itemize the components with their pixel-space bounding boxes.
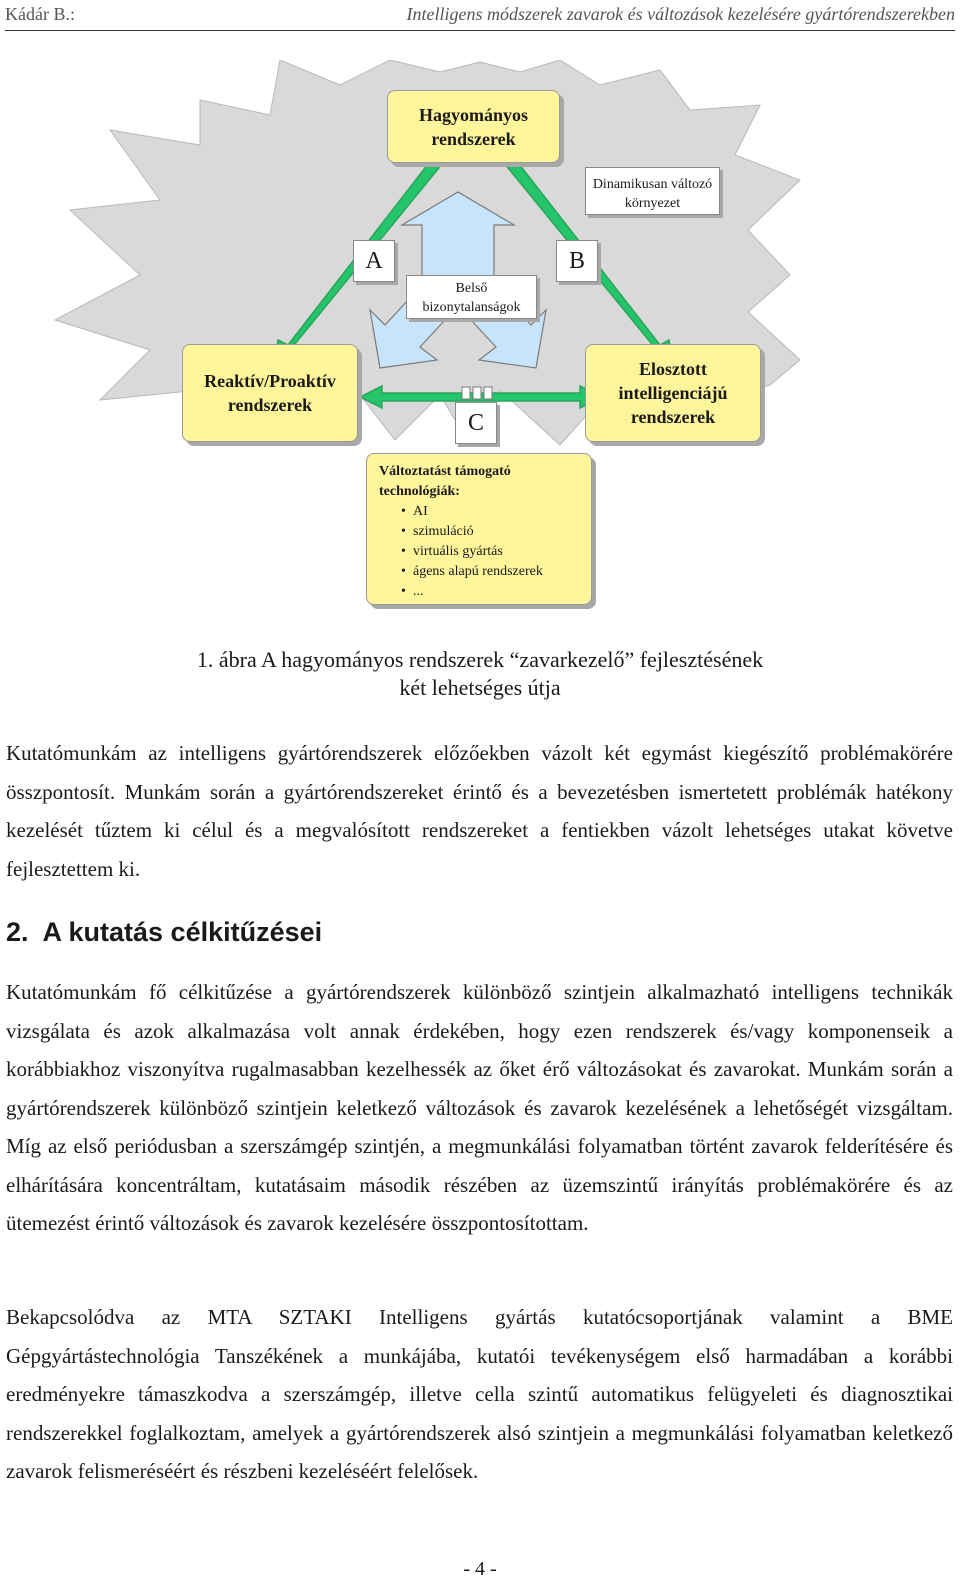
supporting-technologies-box [366, 453, 592, 605]
technology-item: • virtuális gyártás [413, 542, 591, 562]
path-b-label: B [568, 248, 585, 274]
page-number: - 4 - [463, 1558, 497, 1580]
paragraph-research-goals: Kutatómunkám fő célkitűzése a gyártórendszerek különböző szintjein alkalmazható intelligens technikák vizsgálata és azok alkalmazása volt annak érdekében, hogy ezen rendszerek és/vagy komponenseik a korábbiakhoz viszonyítva rugalmasabban kezelhessék az őket érő változásokat és zavarokat. Munkám során a gyártórendszerek különböző szintjein keletkező változások és zavarok kezelésének a lehetőségét vizsgáltam. Míg az első periódusban a szerszámgép szintjén, a megmunkálási folyamatban történt zavarok felderítésére és elhárítására koncentráltam, kutatásaim második részében az üzemszintű irányítás problémakörére és az ütemezést érintő változások és zavarok kezelésére összpontosítottam. [6, 980, 953, 1235]
reactive-systems-label: Reaktív/Proaktív rendszerek [204, 371, 336, 415]
paragraph-collaboration: Bekapcsolódva az MTA SZTAKI Intelligens gyártás kutatócsoportjának valamint a BME Gépgyártástechnológia Tanszékének a munkájába, kutatói tevékenységem első harmadában a korábbi eredményekre támaszkodva a szerszámgép, illetve cella szintű automatikus felügyeleti és diagnosztikai rendszerekkel foglalkoztam, amelyek a gyártórendszerek alsó szintjein a megmunkálási folyamatban keletkező zavarok felismeréséért és részbeni kezeléséért felelősek. [6, 1305, 953, 1483]
figure-caption-line2: két lehetséges útja [399, 675, 561, 700]
section-heading: 2. A kutatás célkitűzései [6, 917, 323, 947]
dynamic-environment-box [585, 167, 720, 215]
traditional-systems-box [387, 90, 560, 163]
internal-uncertainty-label: Belső bizonytalanságok [422, 281, 521, 315]
technology-item: • ... [413, 582, 591, 602]
paragraph-research-focus: Kutatómunkám az intelligens gyártórendszerek előzőekben vázolt két egymást kiegészítő problémakörére összpontosít. Munkám során a gyártórendszereket érintő és a bevezetésben ismertetett problémák hatékony kezelését tűztem ki célul és a megvalósított rendszereket a fentiekben vázolt lehetséges utakat követve fejlesztettem ki. [6, 741, 953, 881]
header-author: Kádár B.: [5, 4, 75, 24]
page-header [5, 0, 955, 31]
path-c-label: C [467, 410, 484, 436]
technology-item: • ágens alapú rendszerek [413, 562, 591, 582]
reactive-systems-box [182, 344, 358, 442]
dynamic-environment-label: Dinamikusan változó környezet [592, 177, 713, 211]
technology-item: • AI [413, 502, 591, 522]
figure-diagram [0, 60, 960, 620]
path-a-box [353, 240, 395, 282]
supporting-technologies-title: Változtatást támogató technológiák: [379, 464, 511, 499]
distributed-systems-label: Elosztott intelligenciájú rendszerek [618, 359, 728, 427]
distributed-systems-box [585, 344, 761, 442]
internal-uncertainty-box [406, 275, 537, 319]
header-title: Intelligens módszerek zavarok és változások kezelésére gyártórendszerekben [406, 4, 955, 24]
figure-caption [0, 646, 960, 702]
path-b-box [556, 240, 598, 282]
path-a-label: A [365, 248, 383, 274]
technology-list [379, 502, 591, 602]
figure-caption-line1: 1. ábra A hagyományos rendszerek “zavarkezelő” fejlesztésének [196, 647, 764, 672]
traditional-systems-label: Hagyományos rendszerek [418, 104, 528, 149]
technology-item: • szimuláció [413, 522, 591, 542]
path-c-box [455, 402, 497, 444]
c-connector-marks [462, 387, 492, 399]
